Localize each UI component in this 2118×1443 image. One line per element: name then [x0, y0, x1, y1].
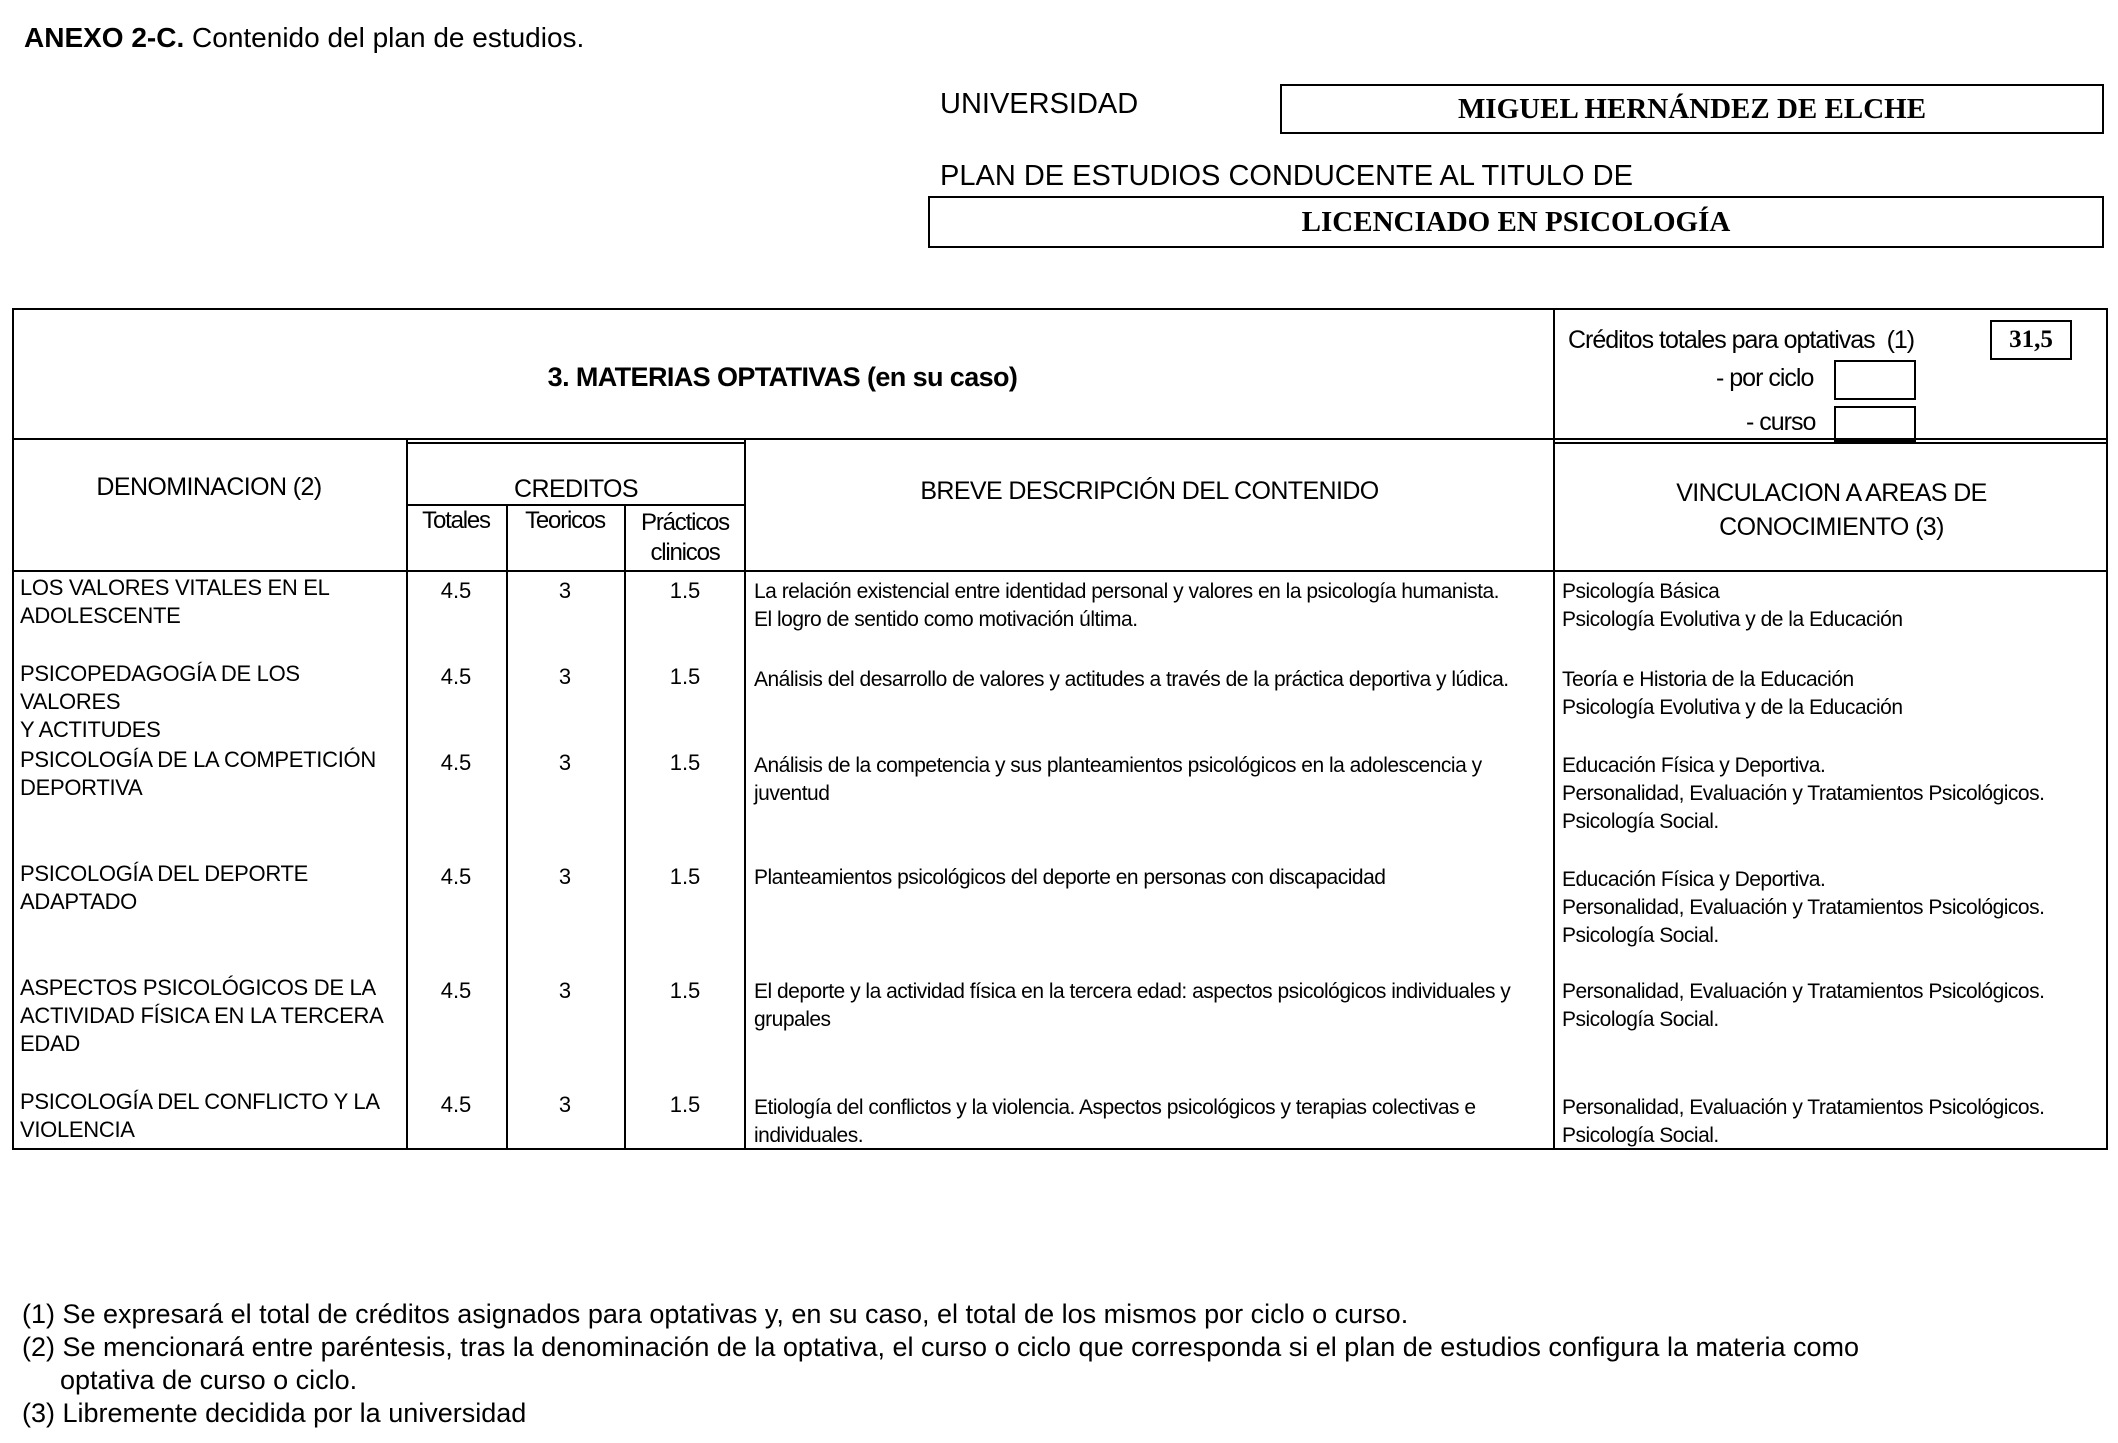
- per-cycle-box: [1834, 360, 1916, 400]
- row-description-line: juventud: [754, 782, 830, 805]
- row-area-line: Personalidad, Evaluación y Tratamientos Psicológicos.: [1562, 896, 2045, 919]
- university-name-box: [1280, 84, 2104, 134]
- row-areas: [1562, 578, 2102, 634]
- header-clinicos: clinicos: [650, 539, 720, 566]
- table-row-name: [20, 860, 400, 916]
- row-description-line: Análisis del desarrollo de valores y actitudes a través de la práctica deportiva y lúdica.: [754, 668, 1509, 691]
- row-name-line: LOS VALORES VITALES EN EL: [20, 575, 330, 600]
- row-practicos: 1.5: [669, 978, 701, 1003]
- row-description: [754, 578, 1549, 634]
- annex-heading: [24, 22, 584, 54]
- divider: [1553, 308, 1555, 1150]
- row-areas: [1562, 866, 2102, 950]
- row-teoricos: 3: [558, 750, 572, 775]
- row-area-line: Personalidad, Evaluación y Tratamientos Psicológicos.: [1562, 980, 2045, 1003]
- table-row-name: [20, 574, 400, 630]
- footnote-2: (2) Se mencionará entre paréntesis, tras la denominación de la optativa, el curso o ciclo que corresponda si el plan de estudios configura la materia como: [22, 1332, 1860, 1362]
- row-name-line: ASPECTOS PSICOLÓGICOS DE LA: [20, 975, 376, 1000]
- row-description: [754, 978, 1549, 1034]
- row-totales: 4.5: [440, 578, 472, 603]
- row-description-line: grupales: [754, 1008, 831, 1031]
- row-area-line: Psicología Social.: [1562, 1008, 1719, 1031]
- row-description-line: La relación existencial entre identidad personal y valores en la psicología humanista.: [754, 580, 1499, 603]
- row-name-line: PSICOLOGÍA DEL CONFLICTO Y LA: [20, 1089, 380, 1114]
- table-row-name: [20, 974, 400, 1058]
- row-area-line: Psicología Evolutiva y de la Educación: [1562, 608, 1903, 631]
- row-practicos: 1.5: [669, 750, 701, 775]
- divider: [12, 438, 2108, 440]
- row-area-line: Personalidad, Evaluación y Tratamientos Psicológicos.: [1562, 1096, 2045, 1119]
- row-description: [754, 864, 1549, 892]
- row-name-line: PSICOLOGÍA DE LA COMPETICIÓN: [20, 747, 376, 772]
- row-name-line: EDAD: [20, 1031, 80, 1056]
- row-teoricos: 3: [558, 578, 572, 603]
- row-area-line: Personalidad, Evaluación y Tratamientos Psicológicos.: [1562, 782, 2045, 805]
- header-teoricos: Teoricos: [525, 507, 605, 534]
- table-row-name: [20, 660, 400, 744]
- footnotes: [22, 1298, 1859, 1430]
- row-name-line: VIOLENCIA: [20, 1117, 135, 1142]
- row-teoricos: 3: [558, 864, 572, 889]
- row-description: [754, 1094, 1549, 1150]
- row-description-line: El deporte y la actividad física en la tercera edad: aspectos psicológicos individuales y: [754, 980, 1511, 1003]
- row-area-line: Psicología Social.: [1562, 810, 1719, 833]
- row-area-line: Psicología Evolutiva y de la Educación: [1562, 696, 1903, 719]
- row-areas: [1562, 752, 2102, 836]
- divider: [406, 440, 408, 1150]
- row-description: [754, 666, 1549, 694]
- row-description-line: individuales.: [754, 1124, 864, 1147]
- row-area-line: Psicología Social.: [1562, 1124, 1719, 1147]
- table-row-name: [20, 1088, 400, 1144]
- annex-label: ANEXO 2-C.: [24, 22, 185, 53]
- footnote-3: (3) Libremente decidida por la universidad: [22, 1398, 527, 1428]
- footnote-1: (1) Se expresará el total de créditos asignados para optativas y, en su caso, el total de los mismos por ciclo o curso.: [22, 1299, 1409, 1329]
- row-totales: 4.5: [440, 1092, 472, 1117]
- row-areas: [1562, 666, 2102, 722]
- header-vinculacion-1: VINCULACION A AREAS DE: [1676, 479, 1987, 507]
- divider: [406, 442, 746, 444]
- row-areas: [1562, 1094, 2102, 1150]
- plan-label: PLAN DE ESTUDIOS CONDUCENTE AL TITULO DE: [940, 160, 1633, 192]
- per-course-box: [1834, 406, 1916, 442]
- row-description-line: Análisis de la competencia y sus planteamientos psicológicos en la adolescencia y: [754, 754, 1482, 777]
- row-name-line: PSICOPEDAGOGÍA DE LOS VALORES: [20, 661, 300, 714]
- row-description-line: El logro de sentido como motivación última.: [754, 608, 1138, 631]
- row-practicos: 1.5: [669, 1092, 701, 1117]
- annex-text: Contenido del plan de estudios.: [184, 22, 585, 53]
- row-name-line: PSICOLOGÍA DEL DEPORTE: [20, 861, 309, 886]
- row-area-line: Educación Física y Deportiva.: [1562, 754, 1826, 777]
- row-totales: 4.5: [440, 978, 472, 1003]
- per-course-label: - curso: [1746, 408, 1816, 436]
- row-areas: [1562, 978, 2102, 1034]
- row-description-line: Planteamientos psicológicos del deporte en personas con discapacidad: [754, 866, 1386, 889]
- degree-title: LICENCIADO EN PSICOLOGÍA: [1301, 205, 1731, 238]
- header-vinculacion-2: CONOCIMIENTO (3): [1719, 513, 1944, 541]
- footnote-2-continued: optativa de curso o ciclo.: [60, 1365, 358, 1395]
- row-description: [754, 752, 1549, 808]
- header-totales: Totales: [422, 507, 490, 534]
- row-totales: 4.5: [440, 750, 472, 775]
- divider: [1553, 442, 2108, 444]
- row-practicos: 1.5: [669, 864, 701, 889]
- degree-title-box: [928, 196, 2104, 248]
- row-teoricos: 3: [558, 1092, 572, 1117]
- table-row-name: [20, 746, 400, 802]
- row-description-line: Etiología del conflictos y la violencia. Aspectos psicológicos y terapias colectivas e: [754, 1096, 1476, 1119]
- credits-total-number: 31,5: [2009, 326, 2053, 353]
- row-totales: 4.5: [440, 664, 472, 689]
- credits-total-label: Créditos totales para optativas (1): [1568, 326, 1915, 354]
- row-name-line: ADAPTADO: [20, 889, 137, 914]
- row-area-line: Teoría e Historia de la Educación: [1562, 668, 1854, 691]
- row-practicos: 1.5: [669, 664, 701, 689]
- divider: [12, 570, 2108, 572]
- header-creditos: CREDITOS: [514, 475, 638, 503]
- section-title: 3. MATERIAS OPTATIVAS (en su caso): [547, 362, 1018, 392]
- header-descripcion: BREVE DESCRIPCIÓN DEL CONTENIDO: [920, 477, 1379, 505]
- row-totales: 4.5: [440, 864, 472, 889]
- university-label: UNIVERSIDAD: [940, 88, 1139, 120]
- row-area-line: Psicología Social.: [1562, 924, 1719, 947]
- row-teoricos: 3: [558, 978, 572, 1003]
- row-area-line: Educación Física y Deportiva.: [1562, 868, 1826, 891]
- row-name-line: Y ACTITUDES: [20, 717, 161, 742]
- credits-total-value: [1990, 320, 2072, 360]
- row-area-line: Psicología Básica: [1562, 580, 1720, 603]
- row-name-line: ACTIVIDAD FÍSICA EN LA TERCERA: [20, 1003, 384, 1028]
- university-name: MIGUEL HERNÁNDEZ DE ELCHE: [1457, 92, 1927, 125]
- row-practicos: 1.5: [669, 578, 701, 603]
- row-teoricos: 3: [558, 664, 572, 689]
- per-cycle-label: - por ciclo: [1716, 364, 1814, 392]
- header-practicos: Prácticos: [641, 509, 729, 536]
- row-name-line: ADOLESCENTE: [20, 603, 181, 628]
- row-name-line: DEPORTIVA: [20, 775, 143, 800]
- header-denominacion: DENOMINACION (2): [96, 473, 322, 501]
